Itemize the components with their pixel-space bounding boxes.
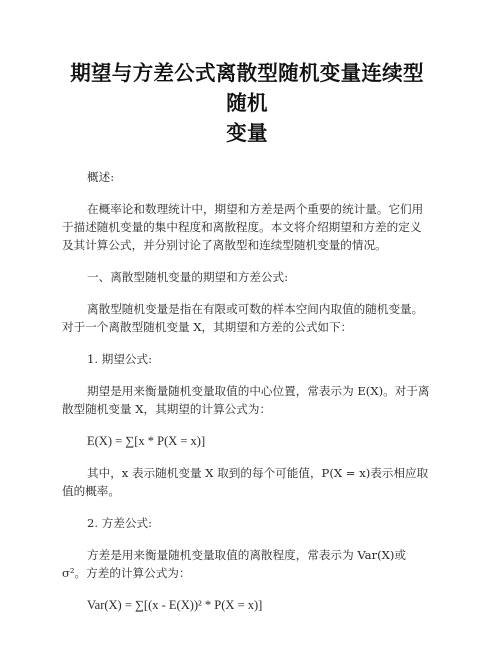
document-body: [62, 168, 432, 614]
expectation-description: 期望是用来衡量随机变量取值的中心位置，常表示为 E(X)。对于离散型随机变量 X，其期望的计算公式为：: [62, 384, 430, 416]
intro-paragraph: 在概率论和数理统计中，期望和方差是两个重要的统计量。它们用于描述随机变量的集中程度和离散程度。本文将介绍期望和方差的定义及其计算公式，并分别讨论了离散型和连续型随机变量的情况。: [62, 202, 424, 252]
subsection-1-heading: 1. 期望公式:: [87, 352, 153, 366]
title-line-2: 变量: [226, 121, 268, 145]
title-line-1: 期望与方差公式离散型随机变量连续型随机: [70, 61, 424, 115]
variance-description: 方差是用来衡量随机变量取值的离散程度，常表示为 Var(X)或 σ²。方差的计算公式为：: [62, 548, 406, 580]
document-title: [62, 58, 432, 148]
expectation-explanation: 其中，x 表示随机变量 X 取到的每个可能值，P(X = x)表示相应取值的概率。: [62, 466, 429, 498]
section-1-intro: 离散型随机变量是指在有限或可数的样本空间内取值的随机变量。对于一个离散型随机变量 X，其期望和方差的公式如下：: [62, 302, 424, 334]
overview-label: 概述:: [87, 170, 115, 184]
subsection-2-heading: 2. 方差公式:: [87, 516, 153, 530]
expectation-formula: E(X) = ∑[x * P(X = x)]: [87, 434, 206, 448]
variance-formula: Var(X) = ∑[(x - E(X))² * P(X = x)]: [87, 598, 263, 612]
section-1-heading: 一、离散型随机变量的期望和方差公式:: [87, 270, 289, 284]
